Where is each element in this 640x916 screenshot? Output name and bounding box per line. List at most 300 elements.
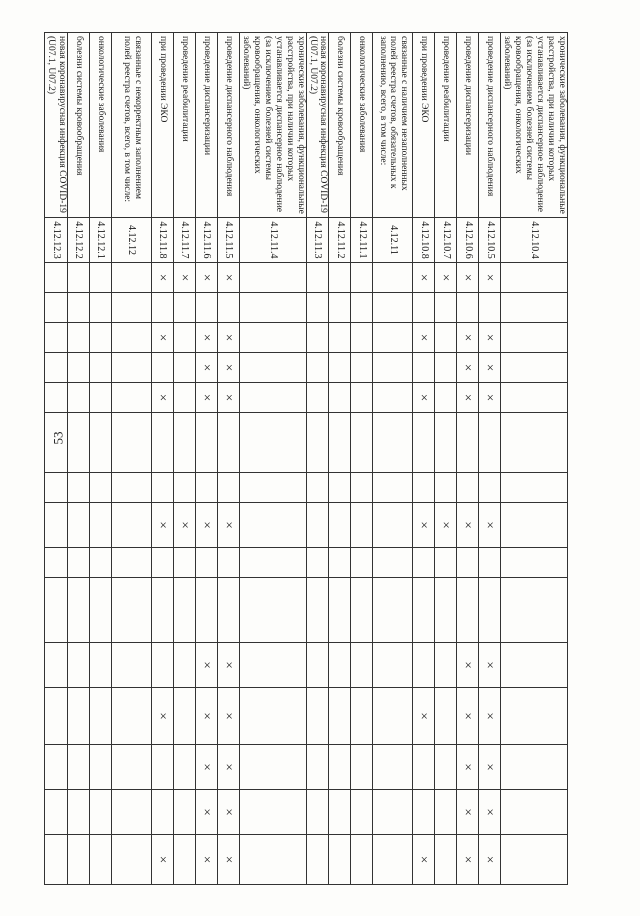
table-row: [373, 33, 413, 885]
empty-cell: [152, 745, 174, 790]
cross-mark-cell: ×: [413, 383, 435, 413]
empty-cell: [329, 323, 351, 353]
cross-mark-cell: ×: [457, 383, 479, 413]
empty-cell: [501, 578, 568, 643]
empty-cell: [90, 503, 112, 548]
empty-cell: [329, 473, 351, 503]
empty-cell: [174, 293, 196, 323]
empty-cell: [501, 643, 568, 688]
empty-cell: [435, 835, 457, 885]
empty-cell: [174, 353, 196, 383]
row-code: 4.12.11.1: [351, 218, 373, 263]
row-code: 4.12.12: [112, 218, 152, 263]
row-code: 4.12.10.6: [457, 218, 479, 263]
empty-cell: [373, 745, 413, 790]
cross-mark-cell: ×: [479, 835, 501, 885]
empty-cell: [351, 473, 373, 503]
empty-cell: [196, 578, 218, 643]
row-label: при проведении ЭКО: [152, 33, 174, 218]
empty-cell: [351, 548, 373, 578]
empty-cell: [457, 578, 479, 643]
empty-cell: [112, 503, 152, 548]
empty-cell: [174, 578, 196, 643]
empty-cell: [45, 745, 68, 790]
empty-cell: [373, 353, 413, 383]
empty-cell: [240, 323, 307, 353]
empty-cell: [112, 353, 152, 383]
cross-mark-cell: ×: [457, 353, 479, 383]
empty-cell: [457, 293, 479, 323]
empty-cell: [112, 413, 152, 473]
empty-cell: [112, 688, 152, 745]
cross-mark-cell: ×: [457, 263, 479, 293]
cross-mark-cell: ×: [413, 688, 435, 745]
row-code: 4.12.10.4: [501, 218, 568, 263]
cross-mark-cell: ×: [218, 353, 240, 383]
cross-mark-cell: ×: [457, 688, 479, 745]
empty-cell: [501, 548, 568, 578]
empty-cell: [174, 413, 196, 473]
empty-cell: [373, 790, 413, 835]
empty-cell: [218, 473, 240, 503]
empty-cell: [501, 503, 568, 548]
row-label: проведение диспансеризации: [196, 33, 218, 218]
cross-mark-cell: ×: [174, 263, 196, 293]
empty-cell: [152, 353, 174, 383]
cross-mark-cell: ×: [196, 323, 218, 353]
empty-cell: [351, 503, 373, 548]
empty-cell: [45, 688, 68, 745]
empty-cell: [329, 578, 351, 643]
empty-cell: [90, 548, 112, 578]
cross-mark-cell: ×: [457, 503, 479, 548]
empty-cell: [435, 353, 457, 383]
empty-cell: [112, 643, 152, 688]
cross-mark-cell: ×: [218, 835, 240, 885]
empty-cell: [90, 688, 112, 745]
row-code: 4.12.11.7: [174, 218, 196, 263]
empty-cell: [68, 503, 90, 548]
row-code: 4.12.11.4: [240, 218, 307, 263]
table-row: [112, 33, 152, 885]
table-row: [501, 33, 568, 885]
empty-cell: [329, 835, 351, 885]
empty-cell: [45, 790, 68, 835]
empty-cell: [351, 745, 373, 790]
empty-cell: [218, 548, 240, 578]
empty-cell: [306, 578, 329, 643]
table-row: [435, 33, 457, 885]
empty-cell: [90, 383, 112, 413]
empty-cell: [174, 790, 196, 835]
cross-mark-cell: ×: [152, 263, 174, 293]
empty-cell: [479, 548, 501, 578]
empty-cell: [218, 578, 240, 643]
cross-mark-cell: ×: [196, 835, 218, 885]
empty-cell: [413, 578, 435, 643]
empty-cell: [329, 688, 351, 745]
empty-cell: [68, 835, 90, 885]
empty-cell: [240, 578, 307, 643]
empty-cell: [373, 383, 413, 413]
table-row: [174, 33, 196, 885]
empty-cell: [306, 745, 329, 790]
empty-cell: [152, 473, 174, 503]
cross-mark-cell: ×: [457, 323, 479, 353]
cross-mark-cell: ×: [152, 323, 174, 353]
empty-cell: [45, 835, 68, 885]
empty-cell: [45, 643, 68, 688]
row-label: болезни системы кровообращения: [68, 33, 90, 218]
empty-cell: [306, 643, 329, 688]
empty-cell: [174, 383, 196, 413]
empty-cell: [351, 578, 373, 643]
empty-cell: [351, 383, 373, 413]
empty-cell: [240, 293, 307, 323]
empty-cell: [479, 293, 501, 323]
row-label: проведение диспансеризации: [457, 33, 479, 218]
table-row: [240, 33, 307, 885]
cross-mark-cell: ×: [196, 688, 218, 745]
empty-cell: [373, 293, 413, 323]
empty-cell: [240, 643, 307, 688]
row-code: 4.12.11.3: [306, 218, 329, 263]
empty-cell: [457, 548, 479, 578]
empty-cell: [479, 578, 501, 643]
cross-mark-cell: ×: [479, 503, 501, 548]
empty-cell: [68, 353, 90, 383]
table-row: [306, 33, 329, 885]
empty-cell: [329, 383, 351, 413]
cross-mark-cell: ×: [413, 835, 435, 885]
empty-cell: [152, 643, 174, 688]
cross-mark-cell: ×: [174, 503, 196, 548]
row-label: новая коронавирусная инфекция COVID-19 (U07.1, U07.2): [45, 33, 68, 218]
empty-cell: [112, 263, 152, 293]
empty-cell: [479, 413, 501, 473]
empty-cell: [45, 353, 68, 383]
row-label: болезни системы кровообращения: [329, 33, 351, 218]
empty-cell: [329, 745, 351, 790]
empty-cell: [174, 688, 196, 745]
empty-cell: [174, 473, 196, 503]
empty-cell: [413, 293, 435, 323]
row-label: связанные с некорректным заполнением полей реестра счетов, всего, в том числе:: [112, 33, 152, 218]
empty-cell: [218, 413, 240, 473]
empty-cell: [196, 413, 218, 473]
empty-cell: [174, 835, 196, 885]
empty-cell: [240, 745, 307, 790]
empty-cell: [329, 263, 351, 293]
empty-cell: [240, 413, 307, 473]
row-label: хронические заболевания, функциональные расстройства, при наличии которых устанавливается диспансерное наблюдение (за исключением болезней системы кровообращения, онкологических заболеваний): [240, 33, 307, 218]
cross-mark-cell: ×: [196, 503, 218, 548]
cross-mark-cell: ×: [457, 745, 479, 790]
empty-cell: [306, 353, 329, 383]
empty-cell: [68, 578, 90, 643]
row-label: при проведении ЭКО: [413, 33, 435, 218]
table-row: [479, 33, 501, 885]
empty-cell: [240, 383, 307, 413]
empty-cell: [152, 413, 174, 473]
empty-cell: [501, 835, 568, 885]
empty-cell: [351, 263, 373, 293]
empty-cell: [45, 263, 68, 293]
empty-cell: [152, 548, 174, 578]
empty-cell: [501, 790, 568, 835]
cross-mark-cell: ×: [457, 643, 479, 688]
empty-cell: [435, 323, 457, 353]
empty-cell: [112, 578, 152, 643]
empty-cell: [373, 688, 413, 745]
empty-cell: [329, 293, 351, 323]
table-row: [351, 33, 373, 885]
cross-mark-cell: ×: [196, 263, 218, 293]
empty-cell: [306, 835, 329, 885]
cross-mark-cell: ×: [218, 503, 240, 548]
empty-cell: [196, 548, 218, 578]
empty-cell: [90, 745, 112, 790]
empty-cell: [413, 548, 435, 578]
empty-cell: [329, 503, 351, 548]
cross-mark-cell: ×: [479, 353, 501, 383]
empty-cell: [435, 473, 457, 503]
empty-cell: [351, 790, 373, 835]
row-code: 4.12.12.1: [90, 218, 112, 263]
row-label: онкологические заболевания: [90, 33, 112, 218]
empty-cell: [373, 413, 413, 473]
row-code: 4.12.11.8: [152, 218, 174, 263]
cross-mark-cell: ×: [152, 383, 174, 413]
cross-mark-cell: ×: [435, 503, 457, 548]
empty-cell: [501, 473, 568, 503]
cross-mark-cell: ×: [479, 643, 501, 688]
empty-cell: [329, 548, 351, 578]
empty-cell: [240, 688, 307, 745]
empty-cell: [501, 323, 568, 353]
empty-cell: [68, 413, 90, 473]
empty-cell: [306, 503, 329, 548]
row-code: 4.12.12.3: [45, 218, 68, 263]
page-number: 53: [50, 431, 66, 445]
cross-mark-cell: ×: [413, 323, 435, 353]
empty-cell: [306, 323, 329, 353]
cross-mark-cell: ×: [218, 383, 240, 413]
empty-cell: [218, 293, 240, 323]
empty-cell: [435, 293, 457, 323]
table-row: [329, 33, 351, 885]
empty-cell: [351, 323, 373, 353]
empty-cell: [240, 353, 307, 383]
row-code: 4.12.12.2: [68, 218, 90, 263]
cross-mark-cell: ×: [152, 688, 174, 745]
empty-cell: [68, 263, 90, 293]
empty-cell: [90, 413, 112, 473]
table-row: [90, 33, 112, 885]
empty-cell: [306, 688, 329, 745]
empty-cell: [435, 413, 457, 473]
empty-cell: [45, 548, 68, 578]
cross-mark-cell: ×: [218, 745, 240, 790]
empty-cell: [90, 323, 112, 353]
cross-mark-cell: ×: [196, 383, 218, 413]
empty-cell: [112, 473, 152, 503]
empty-cell: [68, 473, 90, 503]
empty-cell: [196, 293, 218, 323]
empty-cell: [351, 643, 373, 688]
empty-cell: [373, 473, 413, 503]
row-code: 4.12.11.5: [218, 218, 240, 263]
empty-cell: [174, 745, 196, 790]
empty-cell: [90, 643, 112, 688]
empty-cell: [240, 790, 307, 835]
cross-mark-cell: ×: [479, 688, 501, 745]
empty-cell: [240, 263, 307, 293]
table-row: [45, 33, 68, 885]
empty-cell: [174, 548, 196, 578]
row-code: 4.12.11.2: [329, 218, 351, 263]
empty-cell: [90, 835, 112, 885]
empty-cell: [152, 790, 174, 835]
empty-cell: [435, 688, 457, 745]
row-label: хронические заболевания, функциональные расстройства, при наличии которых устанавливается диспансерное наблюдение (за исключением болезней системы кровообращения, онкологических заболеваний): [501, 33, 568, 218]
empty-cell: [373, 548, 413, 578]
table-body: [45, 33, 568, 885]
empty-cell: [68, 790, 90, 835]
empty-cell: [351, 688, 373, 745]
empty-cell: [90, 263, 112, 293]
empty-cell: [373, 578, 413, 643]
table-row: [68, 33, 90, 885]
empty-cell: [329, 413, 351, 473]
empty-cell: [112, 323, 152, 353]
empty-cell: [240, 548, 307, 578]
empty-cell: [413, 790, 435, 835]
empty-cell: [240, 835, 307, 885]
cross-mark-cell: ×: [479, 745, 501, 790]
empty-cell: [68, 383, 90, 413]
row-code: 4.12.10.5: [479, 218, 501, 263]
empty-cell: [45, 578, 68, 643]
empty-cell: [68, 323, 90, 353]
empty-cell: [240, 473, 307, 503]
empty-cell: [90, 353, 112, 383]
empty-cell: [501, 293, 568, 323]
empty-cell: [112, 790, 152, 835]
empty-cell: [435, 383, 457, 413]
empty-cell: [413, 353, 435, 383]
cross-mark-cell: ×: [196, 790, 218, 835]
empty-cell: [196, 473, 218, 503]
empty-cell: [152, 578, 174, 643]
empty-cell: [457, 473, 479, 503]
table-row: [152, 33, 174, 885]
row-code: 4.12.10.8: [413, 218, 435, 263]
empty-cell: [112, 383, 152, 413]
empty-cell: [68, 293, 90, 323]
cross-mark-cell: ×: [479, 263, 501, 293]
table-row: [218, 33, 240, 885]
cross-mark-cell: ×: [457, 835, 479, 885]
empty-cell: [174, 323, 196, 353]
table-row: [196, 33, 218, 885]
row-code: 4.12.11.6: [196, 218, 218, 263]
empty-cell: [413, 643, 435, 688]
empty-cell: [435, 643, 457, 688]
empty-cell: [306, 548, 329, 578]
empty-cell: [413, 473, 435, 503]
empty-cell: [306, 263, 329, 293]
empty-cell: [90, 790, 112, 835]
empty-cell: [112, 548, 152, 578]
empty-cell: [68, 643, 90, 688]
row-code: 4.12.10.7: [435, 218, 457, 263]
cross-mark-cell: ×: [196, 353, 218, 383]
cross-mark-cell: ×: [457, 790, 479, 835]
cross-mark-cell: ×: [218, 323, 240, 353]
cross-mark-cell: ×: [479, 383, 501, 413]
empty-cell: [306, 790, 329, 835]
empty-cell: [501, 745, 568, 790]
empty-cell: [306, 293, 329, 323]
data-table: [44, 32, 568, 885]
empty-cell: [373, 503, 413, 548]
cross-mark-cell: ×: [479, 790, 501, 835]
empty-cell: [435, 578, 457, 643]
empty-cell: [45, 413, 68, 473]
empty-cell: [90, 473, 112, 503]
row-label: связанные с наличием незаполненных полей реестра счетов, обязательных к заполнению, всего, в том числе:: [373, 33, 413, 218]
empty-cell: [329, 790, 351, 835]
empty-cell: [306, 383, 329, 413]
row-label: проведение диспансерного наблюдения: [218, 33, 240, 218]
empty-cell: [501, 263, 568, 293]
row-label: новая коронавирусная инфекция COVID-19 (U07.1, U07.2): [306, 33, 329, 218]
row-code: 4.12.11: [373, 218, 413, 263]
empty-cell: [351, 835, 373, 885]
cross-mark-cell: ×: [435, 263, 457, 293]
cross-mark-cell: ×: [152, 835, 174, 885]
row-label: проведение реабилитации: [174, 33, 196, 218]
cross-mark-cell: ×: [218, 643, 240, 688]
empty-cell: [435, 548, 457, 578]
empty-cell: [373, 643, 413, 688]
empty-cell: [152, 293, 174, 323]
table-row: [413, 33, 435, 885]
empty-cell: [501, 353, 568, 383]
empty-cell: [373, 835, 413, 885]
empty-cell: [373, 263, 413, 293]
empty-cell: [45, 293, 68, 323]
empty-cell: [457, 413, 479, 473]
empty-cell: [45, 383, 68, 413]
empty-cell: [413, 745, 435, 790]
empty-cell: [90, 578, 112, 643]
empty-cell: [112, 745, 152, 790]
empty-cell: [68, 745, 90, 790]
empty-cell: [435, 745, 457, 790]
empty-cell: [351, 293, 373, 323]
cross-mark-cell: ×: [218, 790, 240, 835]
row-label: проведение реабилитации: [435, 33, 457, 218]
empty-cell: [68, 548, 90, 578]
table-row: [457, 33, 479, 885]
row-label: онкологические заболевания: [351, 33, 373, 218]
empty-cell: [240, 503, 307, 548]
empty-cell: [413, 413, 435, 473]
empty-cell: [435, 790, 457, 835]
cross-mark-cell: ×: [479, 323, 501, 353]
